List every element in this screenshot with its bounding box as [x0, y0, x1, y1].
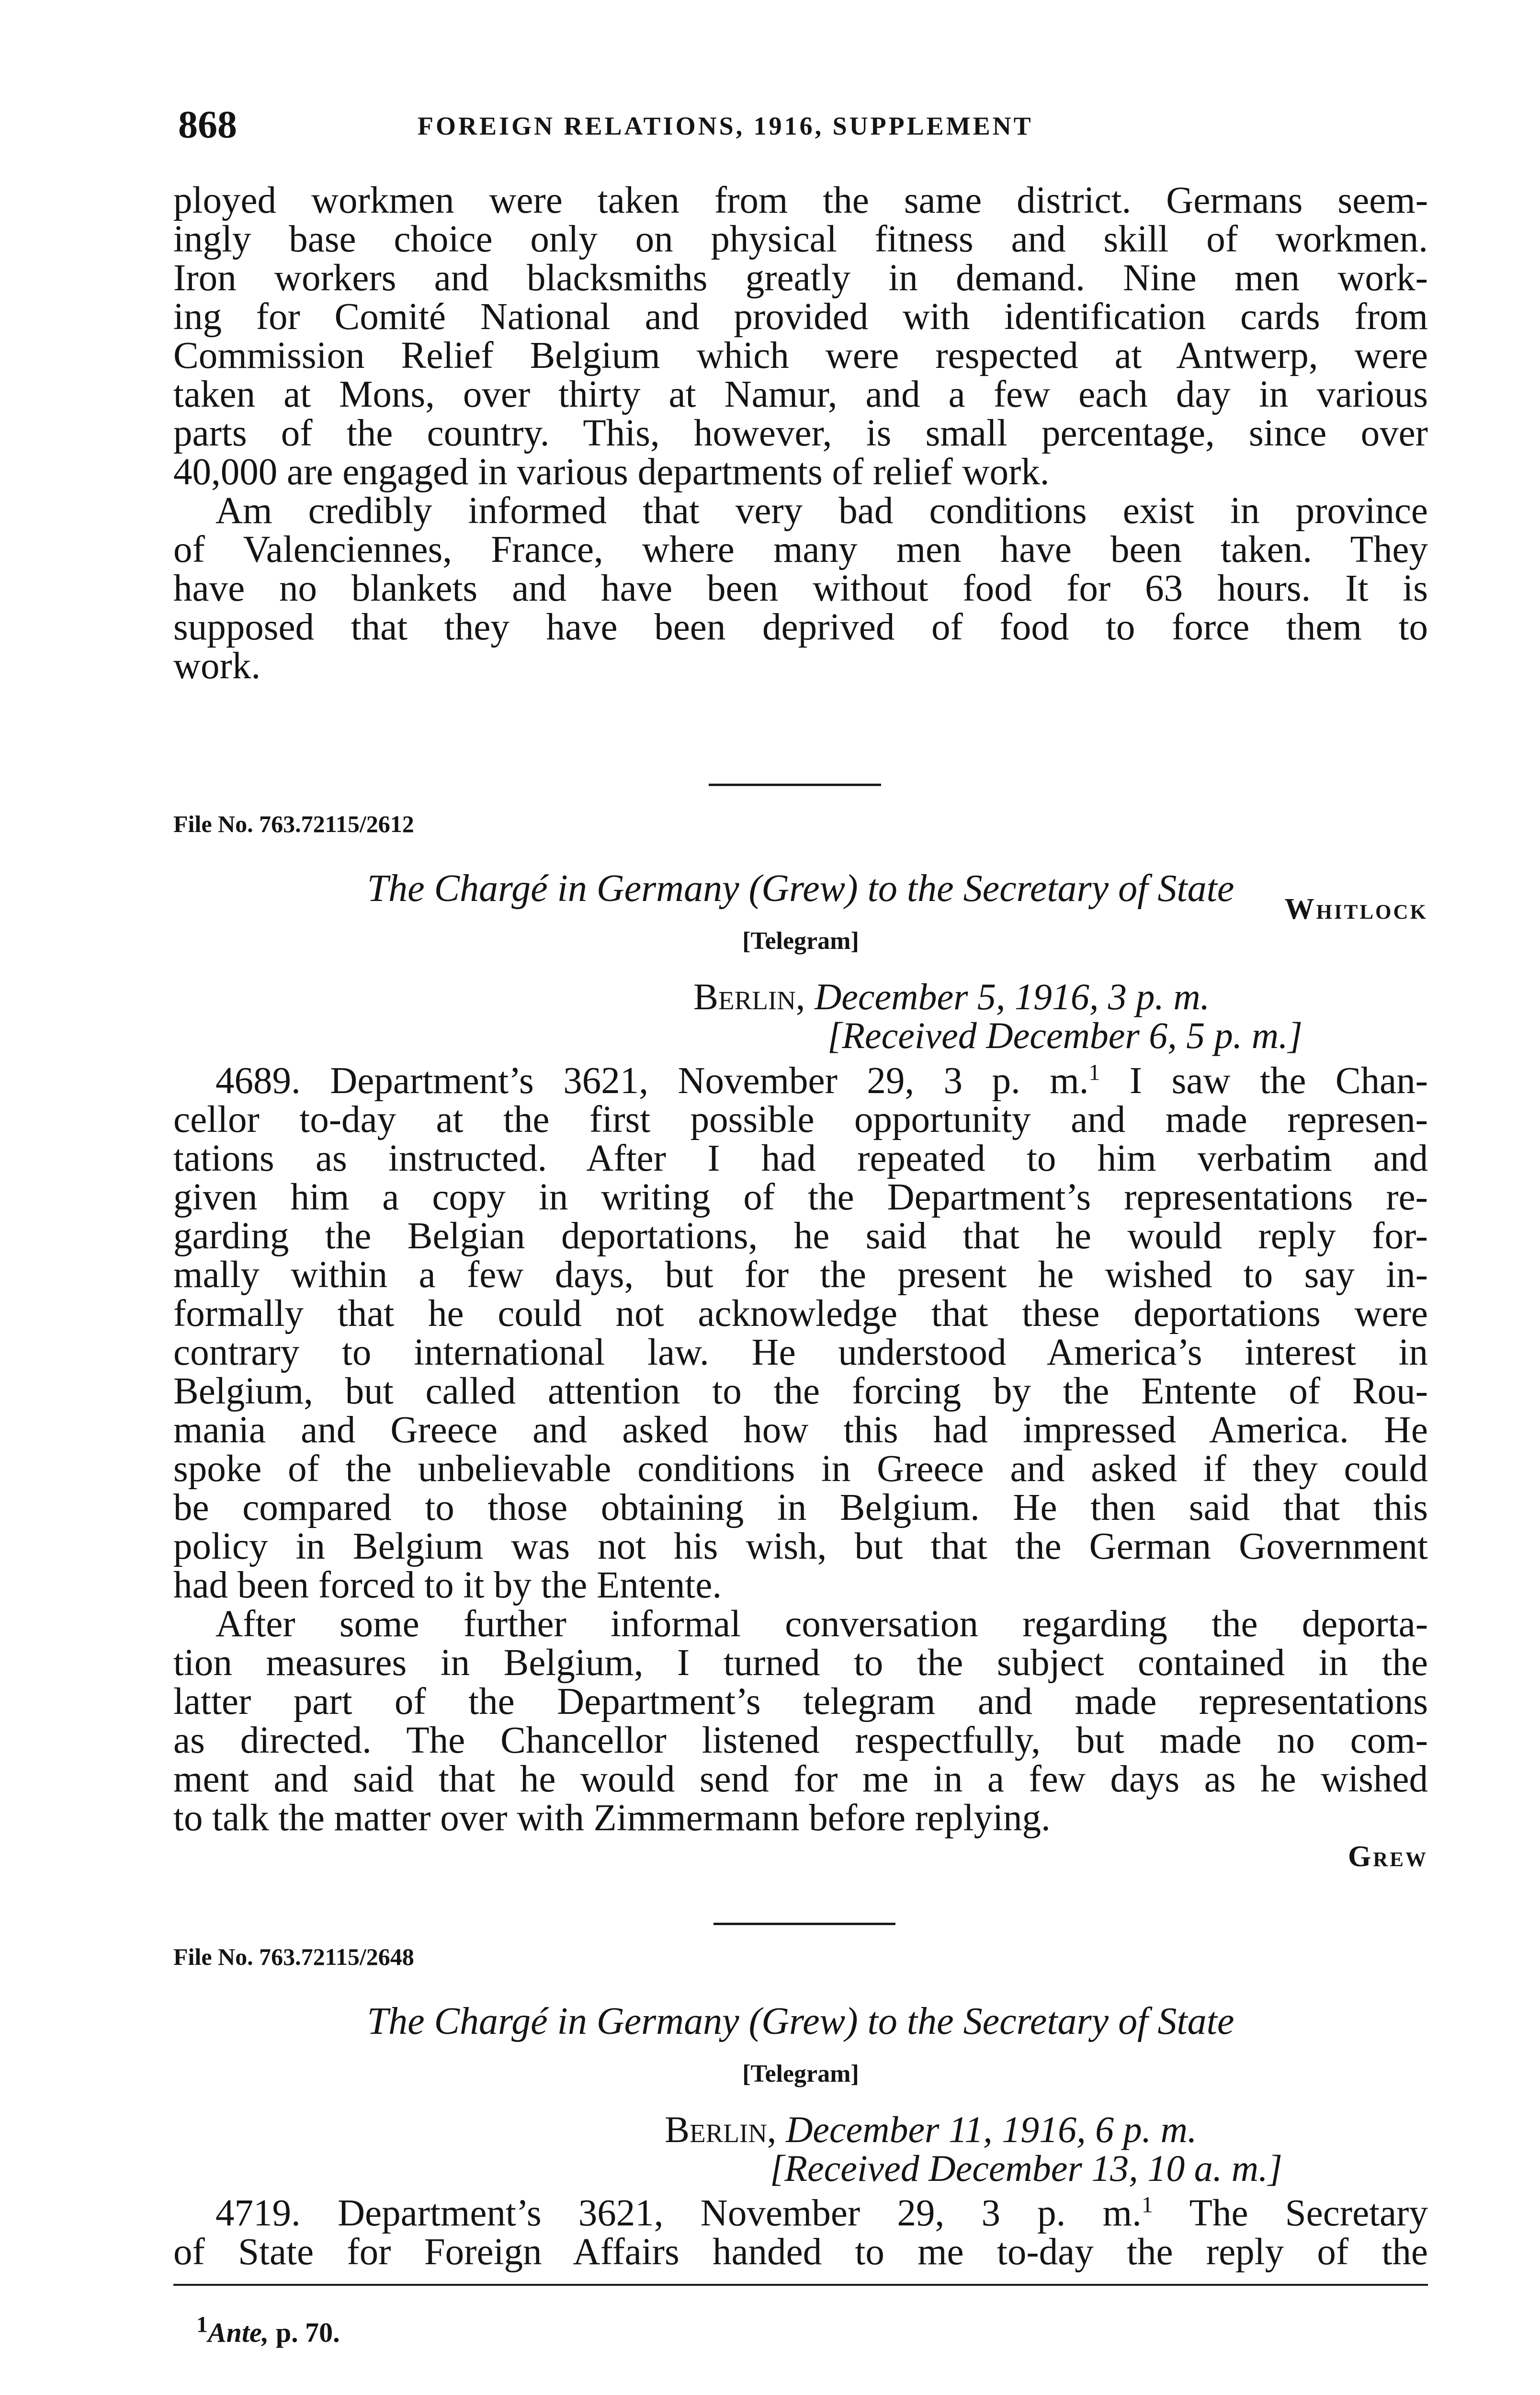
- footnote-ante: Ante,: [208, 2317, 269, 2348]
- page-number: 868: [178, 103, 237, 146]
- text-line: Commission Relief Belgium which were respected at Antwerp, were: [173, 335, 1428, 376]
- dateline: [693, 977, 1210, 1016]
- text-line: ment and said that he would send for me in a few days as he wished: [173, 1758, 1428, 1800]
- text-line: After some further informal conversation regarding the deporta-: [215, 1603, 1428, 1645]
- dateline-date: December 5, 1916, 3 p. m.: [814, 976, 1210, 1017]
- paragraph-opening-tail: I saw the Chan-: [1100, 1060, 1428, 1102]
- text-line: mally within a few days, but for the present he wished to say in-: [173, 1254, 1428, 1296]
- document-type: [Telegram]: [742, 2060, 859, 2087]
- dateline-place: Berlin,: [665, 2109, 777, 2150]
- text-line: 40,000 are engaged in various departments of relief work.: [173, 451, 1050, 493]
- text-line: parts of the country. This, however, is small percentage, since over: [173, 412, 1428, 454]
- text-line: had been forced to it by the Entente.: [173, 1564, 722, 1606]
- footnote: [196, 2312, 340, 2349]
- text-line: tion measures in Belgium, I turned to the subject contained in the: [173, 1642, 1428, 1684]
- telegram-body: [173, 1060, 1428, 1873]
- text-line: tations as instructed. After I had repeated to him verbatim and: [173, 1138, 1428, 1179]
- text-line: mania and Greece and asked how this had impressed America. He: [173, 1409, 1428, 1451]
- footnote-separator: [173, 2284, 1428, 2286]
- text-line: Am credibly informed that very bad conditions exist in province: [215, 490, 1428, 532]
- dateline-date: December 11, 1916, 6 p. m.: [785, 2109, 1197, 2150]
- text-line: have no blankets and have been without food for 63 hours. It is: [173, 568, 1428, 609]
- text-line: [173, 1061, 1428, 1100]
- paragraph-opening: 4719. Department’s 3621, November 29, 3 p. m.: [215, 2192, 1142, 2234]
- text-line: Belgium, but called attention to the forcing by the Entente of Rou-: [173, 1370, 1428, 1412]
- text-line: contrary to international law. He understood America’s interest in: [173, 1332, 1428, 1373]
- file-number: File No. 763.72115/2612: [173, 810, 414, 837]
- text-line: as directed. The Chancellor listened respectfully, but made no com-: [173, 1720, 1428, 1761]
- text-line: [173, 2194, 1428, 2233]
- text-line: of State for Foreign Affairs handed to me to-day the reply of the: [173, 2231, 1428, 2273]
- text-line: be compared to those obtaining in Belgium. He then said that this: [173, 1487, 1428, 1528]
- dateline: [665, 2110, 1197, 2149]
- document-type: [Telegram]: [742, 927, 859, 955]
- received-line: [Received December 13, 10 a. m.]: [770, 2147, 1282, 2189]
- footnote-ref: 1: [1141, 2192, 1153, 2218]
- text-line: given him a copy in writing of the Department’s representations re-: [173, 1176, 1428, 1218]
- text-line: formally that he could not acknowledge that these deportations were: [173, 1293, 1428, 1334]
- text-line: policy in Belgium was not his wish, but that the German Government: [173, 1526, 1428, 1567]
- text-line: of Valenciennes, France, where many men have been taken. They: [173, 529, 1428, 570]
- document-title: The Chargé in Germany (Grew) to the Secretary of State: [367, 2000, 1234, 2042]
- text-line: latter part of the Department’s telegram and made representations: [173, 1681, 1428, 1722]
- text-line: supposed that they have been deprived of food to force them to: [173, 606, 1428, 648]
- text-line: ployed workmen were taken from the same district. Germans seem-: [173, 180, 1428, 221]
- section-divider: [709, 784, 881, 786]
- text-line: Iron workers and blacksmiths greatly in demand. Nine men work-: [173, 257, 1428, 299]
- page-header: [178, 98, 1428, 151]
- dateline-place: Berlin,: [693, 976, 805, 1017]
- signature-whitlock: Whitlock: [1284, 893, 1428, 925]
- file-number: File No. 763.72115/2648: [173, 1943, 414, 1970]
- text-line: garding the Belgian deportations, he said that he would reply for-: [173, 1215, 1428, 1257]
- footnote-marker: 1: [196, 2312, 208, 2338]
- text-line: taken at Mons, over thirty at Namur, and a few each day in various: [173, 374, 1428, 415]
- paragraph-opening-tail: The Secretary: [1153, 2192, 1428, 2234]
- text-line: ingly base choice only on physical fitness and skill of workmen.: [173, 218, 1428, 260]
- text-line: ing for Comité National and provided with identification cards from: [173, 296, 1428, 338]
- telegram-body: [173, 2194, 1428, 2271]
- text-line: spoke of the unbelievable conditions in Greece and asked if they could: [173, 1448, 1428, 1490]
- paragraph-opening: 4689. Department’s 3621, November 29, 3 p. m.: [215, 1060, 1089, 1102]
- running-head: FOREIGN RELATIONS, 1916, SUPPLEMENT: [418, 112, 1033, 140]
- received-line: [Received December 6, 5 p. m.]: [827, 1015, 1302, 1056]
- section-divider: [713, 1923, 895, 1925]
- signature-grew: Grew: [1348, 1840, 1428, 1873]
- footnote-page: p. 70.: [269, 2317, 340, 2348]
- footnote-ref: 1: [1088, 1060, 1100, 1085]
- document-title: The Chargé in Germany (Grew) to the Secretary of State: [367, 867, 1234, 910]
- text-line: work.: [173, 645, 261, 687]
- text-line: cellor to-day at the first possible opportunity and made represen-: [173, 1099, 1428, 1140]
- text-line: to talk the matter over with Zimmermann before replying.: [173, 1797, 1051, 1839]
